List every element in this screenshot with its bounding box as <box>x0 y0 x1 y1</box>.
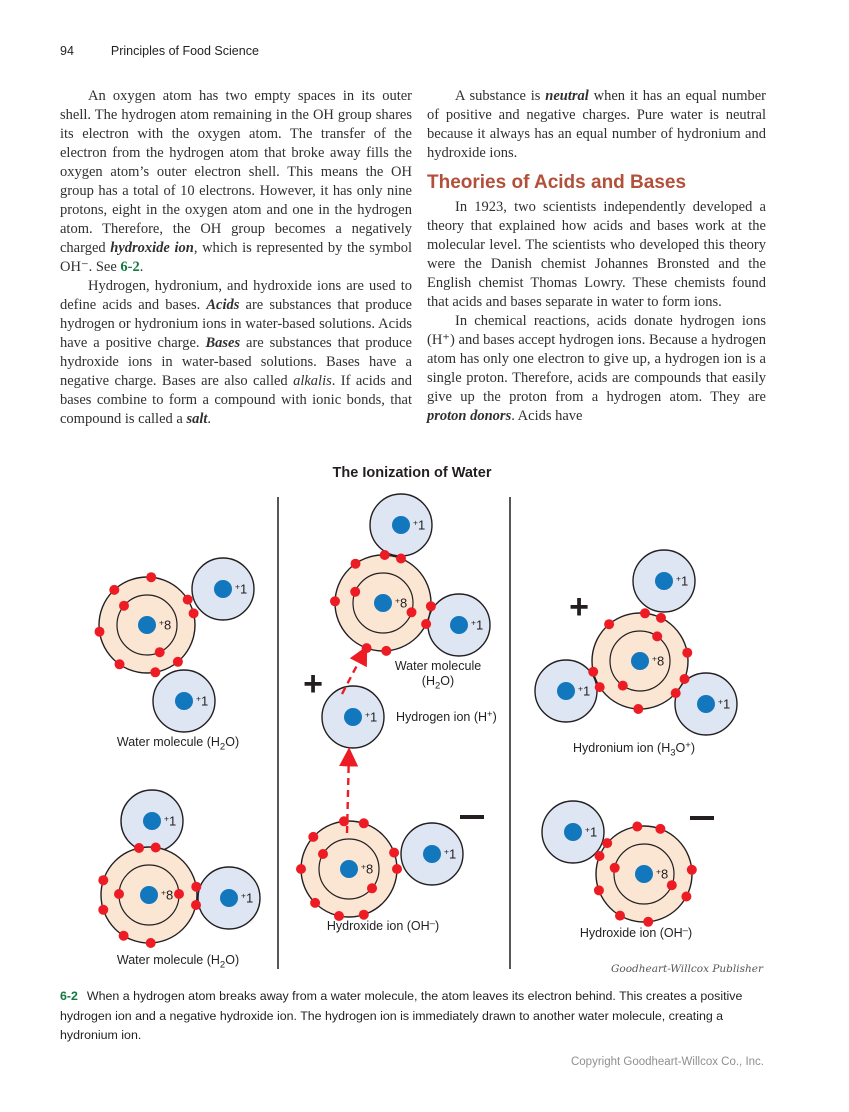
electron-dot <box>682 648 692 658</box>
electron-dot <box>362 643 372 653</box>
charge-label: +1 <box>235 581 248 597</box>
hydrogen-atom <box>535 660 597 722</box>
electron-dot <box>174 889 184 899</box>
electron-dot <box>191 882 201 892</box>
paragraph: An oxygen atom has two empty spaces in its outer shell. The hydrogen atom remaining in the OH group shares its electron with the oxygen atom. The transfer of the electron from the hydrogen atom that broke away fills the oxygen atom’s outer electron shell. This means the OH group has a total of 10 electrons. However, it has only nine protons, eight in the oxygen atom and one in the hydrogen atom. Therefore, the OH group becomes a negatively charged hydroxide ion, which is represented by the symbol OH⁻. See 6-2. <box>60 88 413 275</box>
electron-dot <box>615 911 625 921</box>
charge-label: +1 <box>676 573 689 589</box>
nucleus <box>143 812 161 830</box>
nucleus <box>344 708 362 726</box>
electron-dot <box>151 843 161 853</box>
electron-dot <box>604 619 614 629</box>
paragraph: A substance is neutral when it has an equal number of positive and negative charges. Pure water is neutral because it always has an equal number of hydronium and hydroxide ions. <box>427 88 766 161</box>
hydrogen-atom <box>542 801 604 863</box>
charge-label: +1 <box>578 683 591 699</box>
nucleus <box>655 572 673 590</box>
electron-dot <box>119 931 129 941</box>
charge-label: +8 <box>361 861 374 877</box>
electron-dot <box>115 659 125 669</box>
electron-dot <box>98 905 108 915</box>
nucleus <box>220 889 238 907</box>
nucleus <box>697 695 715 713</box>
minus-sign <box>460 815 484 819</box>
electron-dot <box>389 848 399 858</box>
hydrogen-atom <box>121 790 183 852</box>
diagram-label: Water molecule $(H_2O)$ <box>116 735 240 753</box>
page-header <box>60 44 259 58</box>
electron-dot <box>359 818 369 828</box>
charge-label: +8 <box>656 866 669 882</box>
electron-dot <box>396 554 406 564</box>
diagram-label: Water molecule <box>394 659 482 673</box>
electron-dot <box>632 822 642 832</box>
electron-dot <box>189 608 199 618</box>
paragraph: In 1923, two scientists independently developed a theory that explained how acids and bases work at the molecular level. The scientists who developed this theory were the Danish chemist Johannes Bronsted and the English chemist Thomas Lowry. These chemists found that acids and bases separate in water to form ions. <box>427 199 766 310</box>
plus-sign: + <box>569 588 589 626</box>
hydrogen-atom <box>198 867 260 929</box>
right-column <box>427 87 766 429</box>
charge-label: +1 <box>241 890 254 906</box>
nucleus <box>450 616 468 634</box>
diagram-label: Hydroxide ion (OH–) <box>326 918 440 933</box>
electron-dot <box>146 938 156 948</box>
electron-dot <box>618 681 628 691</box>
oxygen-atom <box>335 555 431 651</box>
electron-dot <box>667 880 677 890</box>
electron-dot <box>421 619 431 629</box>
figure-credit: Goodheart-Willcox Publisher <box>611 963 763 975</box>
charge-label: +1 <box>413 517 426 533</box>
page-number: 94 <box>60 44 74 58</box>
electron-dot <box>183 595 193 605</box>
electron-dot <box>351 559 361 569</box>
electron-dot <box>310 898 320 908</box>
electron-dot <box>594 885 604 895</box>
nucleus <box>631 652 649 670</box>
electron-dot <box>655 824 665 834</box>
hydrogen-atom <box>428 594 490 656</box>
charge-label: +1 <box>196 693 209 709</box>
copyright-footer: Copyright Goodheart-Willcox Co., Inc. <box>570 1056 764 1068</box>
hydrogen-atom <box>153 670 215 732</box>
figure-caption-text: When a hydrogen atom breaks away from a water molecule, the atom leaves its electron behind. This creates a positive hydrogen ion and a negative hydroxide ion. The hydrogen ion is immediately drawn to another water molecule, creating a hydronium ion. <box>60 989 743 1042</box>
electron-dot <box>109 585 119 595</box>
nucleus <box>340 860 358 878</box>
electron-dot <box>602 838 612 848</box>
minus-sign <box>690 816 714 820</box>
electron-dot <box>426 601 436 611</box>
electron-dot <box>381 646 391 656</box>
electron-dot <box>671 688 681 698</box>
electron-dot <box>407 607 417 617</box>
nucleus <box>138 616 156 634</box>
electron-dot <box>640 608 650 618</box>
electron-dot <box>380 550 390 560</box>
charge-label: +8 <box>159 617 172 633</box>
hydrogen-atom <box>633 550 695 612</box>
section-heading: Theories of Acids and Bases <box>427 172 687 193</box>
nucleus <box>140 886 158 904</box>
nucleus <box>564 823 582 841</box>
hydrogen-atom <box>192 558 254 620</box>
electron-dot <box>687 865 697 875</box>
nucleus <box>392 516 410 534</box>
electron-dot <box>98 875 108 885</box>
electron-dot <box>633 704 643 714</box>
hydrogen-atom <box>370 494 432 556</box>
nucleus <box>214 580 232 598</box>
electron-dot <box>155 647 165 657</box>
plus-sign: + <box>303 665 323 703</box>
diagram-label: Hydronium ion $(H_3O^+)$ <box>572 740 696 759</box>
electron-dot <box>681 892 691 902</box>
electron-dot <box>134 843 144 853</box>
hydrogen-atom <box>401 823 463 885</box>
electron-dot <box>146 572 156 582</box>
electron-dot <box>610 863 620 873</box>
nucleus <box>374 594 392 612</box>
electron-dot <box>392 864 402 874</box>
electron-dot <box>296 864 306 874</box>
paragraph: In chemical reactions, acids donate hydrogen ions (H⁺) and bases accept hydrogen ions. Because a hydrogen atom has only one electron to give up, a hydrogen ion is a single proton. Therefore, acids are compounds that easily give up the proton from a hydrogen atom. They are proton donors. Acids have <box>427 313 766 424</box>
charge-label: +1 <box>164 813 177 829</box>
diagram-label: Hydrogen ion (H+) <box>396 709 497 724</box>
electron-dot <box>114 889 124 899</box>
running-title: Principles of Food Science <box>110 44 259 58</box>
charge-label: +8 <box>395 595 408 611</box>
electron-dot <box>680 674 690 684</box>
charge-label: +8 <box>652 653 665 669</box>
electron-dot <box>330 596 340 606</box>
figure-caption <box>60 987 752 1046</box>
charge-label: +8 <box>161 887 174 903</box>
nucleus <box>175 692 193 710</box>
electron-dot <box>173 657 183 667</box>
electron-dot <box>150 667 160 677</box>
electron-dot <box>95 627 105 637</box>
electron-dot <box>367 883 377 893</box>
body-columns <box>60 87 766 429</box>
charge-label: +1 <box>365 709 378 725</box>
charge-label: +1 <box>471 617 484 633</box>
nucleus <box>557 682 575 700</box>
diagram-label: $(H_2O)$ <box>421 674 455 692</box>
electron-dot <box>588 667 598 677</box>
electron-dot <box>318 849 328 859</box>
figure-title: The Ionization of Water <box>332 465 492 481</box>
charge-label: +1 <box>718 696 731 712</box>
electron-dot <box>652 631 662 641</box>
electron-dot <box>191 900 201 910</box>
ionization-diagram <box>55 489 795 973</box>
electron-dot <box>350 587 360 597</box>
hydrogen-ion <box>322 686 384 748</box>
nucleus <box>635 865 653 883</box>
left-column <box>60 87 412 429</box>
charge-label: +1 <box>444 846 457 862</box>
electron-dot <box>595 851 605 861</box>
electron-dot <box>656 613 666 623</box>
electron-dot <box>595 682 605 692</box>
diagram-label: Hydroxide ion (OH–) <box>579 925 693 940</box>
nucleus <box>423 845 441 863</box>
charge-label: +1 <box>585 824 598 840</box>
figure-number: 6-2 <box>60 989 78 1003</box>
paragraph: Hydrogen, hydronium, and hydroxide ions are used to define acids and bases. Acids are substances that produce hydrogen or hydronium ions in water-based solutions. Acids have a positive charge. Bases are substances that produce hydroxide ions in water-based solutions. Bases have a negative charge. Bases are also called alkalis. If acids and bases combine to form a compound with ionic bonds, that compound is called a salt. <box>60 278 412 427</box>
diagram-label: Water molecule $(H_2O)$ <box>116 953 240 971</box>
electron-dot <box>119 601 129 611</box>
electron-dot <box>308 832 318 842</box>
